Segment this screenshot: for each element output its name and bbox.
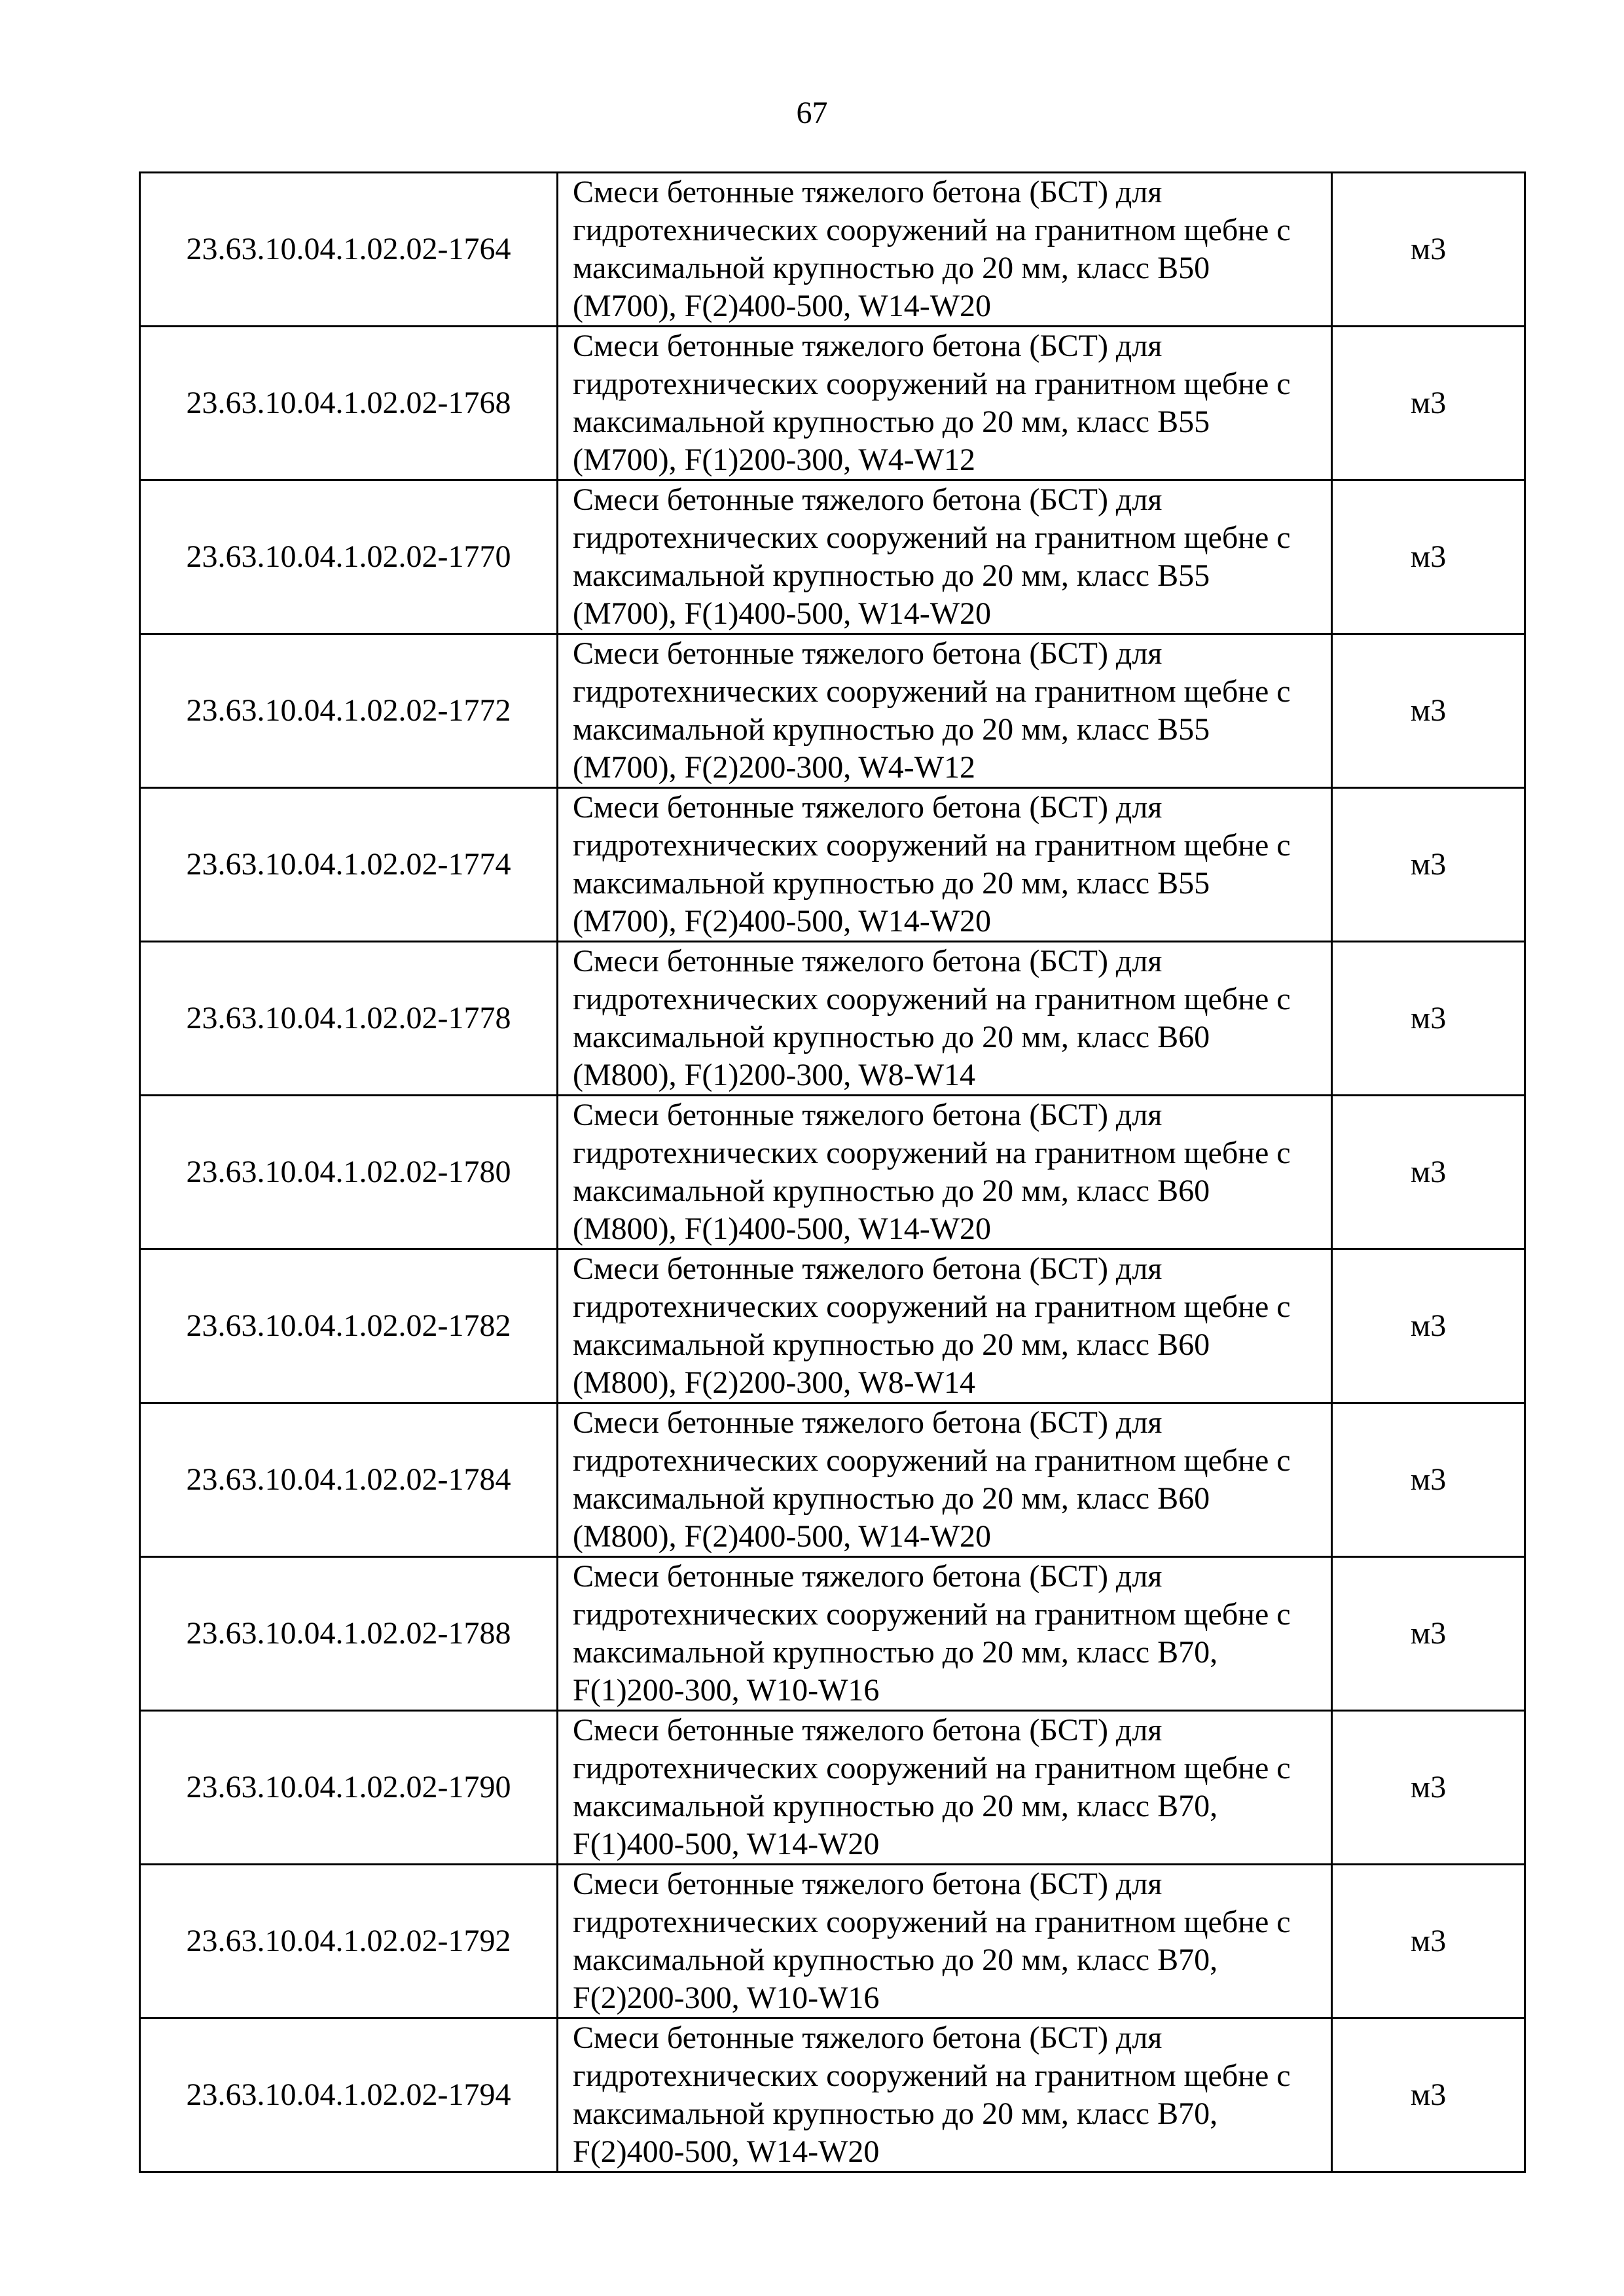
description-line: (М800), F(1)400-500, W14-W20 (573, 1211, 992, 1246)
table-body (140, 173, 1525, 2172)
description-line: Смеси бетонные тяжелого бетона (БСТ) для (573, 2020, 1163, 2055)
description-line: Смеси бетонные тяжелого бетона (БСТ) для (573, 1867, 1163, 1901)
resource-description (558, 634, 1332, 788)
unit-of-measure: м3 (1332, 634, 1525, 788)
resource-code: 23.63.10.04.1.02.02-1768 (140, 327, 558, 480)
description-line: Смеси бетонные тяжелого бетона (БСТ) для (573, 175, 1163, 209)
description-line: максимальной крупностью до 20 мм, класс В55 (573, 558, 1210, 593)
resource-description (558, 1403, 1332, 1557)
description-line: максимальной крупностью до 20 мм, класс В70, (573, 1943, 1218, 1977)
resource-description (558, 1096, 1332, 1249)
resource-description (558, 173, 1332, 327)
description-line: (М800), F(1)200-300, W8-W14 (573, 1058, 976, 1092)
description-line: гидротехнических сооружений на гранитном щебне с (573, 982, 1291, 1016)
unit-of-measure: м3 (1332, 788, 1525, 942)
unit-of-measure: м3 (1332, 1403, 1525, 1557)
description-line: Смеси бетонные тяжелого бетона (БСТ) для (573, 1559, 1163, 1594)
unit-of-measure: м3 (1332, 1865, 1525, 2018)
table-row (140, 1711, 1525, 1865)
unit-of-measure: м3 (1332, 1096, 1525, 1249)
description-line: максимальной крупностью до 20 мм, класс В60 (573, 1481, 1210, 1516)
resource-code: 23.63.10.04.1.02.02-1788 (140, 1557, 558, 1711)
resource-description (558, 1557, 1332, 1711)
page-number: 67 (796, 96, 828, 130)
description-line: максимальной крупностью до 20 мм, класс В55 (573, 866, 1210, 901)
description-line: Смеси бетонные тяжелого бетона (БСТ) для (573, 482, 1163, 517)
description-line: Смеси бетонные тяжелого бетона (БСТ) для (573, 1251, 1163, 1286)
resource-description (558, 327, 1332, 480)
table-row (140, 2018, 1525, 2172)
description-line: гидротехнических сооружений на гранитном щебне с (573, 213, 1291, 247)
unit-of-measure: м3 (1332, 480, 1525, 634)
description-line: (М800), F(2)400-500, W14-W20 (573, 1519, 992, 1554)
description-line: максимальной крупностью до 20 мм, класс В60 (573, 1327, 1210, 1362)
resource-code: 23.63.10.04.1.02.02-1774 (140, 788, 558, 942)
description-line: F(2)400-500, W14-W20 (573, 2134, 880, 2169)
resource-description (558, 2018, 1332, 2172)
table-row (140, 1865, 1525, 2018)
description-line: (М700), F(1)400-500, W14-W20 (573, 596, 992, 631)
resource-code: 23.63.10.04.1.02.02-1794 (140, 2018, 558, 2172)
resource-code: 23.63.10.04.1.02.02-1770 (140, 480, 558, 634)
description-line: Смеси бетонные тяжелого бетона (БСТ) для (573, 1098, 1163, 1132)
description-line: Смеси бетонные тяжелого бетона (БСТ) для (573, 636, 1163, 671)
description-line: Смеси бетонные тяжелого бетона (БСТ) для (573, 329, 1163, 363)
table-row (140, 480, 1525, 634)
table-row (140, 788, 1525, 942)
description-line: максимальной крупностью до 20 мм, класс В50 (573, 251, 1210, 285)
description-line: Смеси бетонные тяжелого бетона (БСТ) для (573, 1713, 1163, 1748)
resource-description (558, 1711, 1332, 1865)
materials-table (139, 171, 1526, 2173)
resource-code: 23.63.10.04.1.02.02-1764 (140, 173, 558, 327)
description-line: (М700), F(2)400-500, W14-W20 (573, 904, 992, 939)
description-line: F(1)400-500, W14-W20 (573, 1827, 880, 1861)
description-line: гидротехнических сооружений на гранитном щебне с (573, 1289, 1291, 1324)
resource-code: 23.63.10.04.1.02.02-1790 (140, 1711, 558, 1865)
resource-description (558, 480, 1332, 634)
table-row (140, 1557, 1525, 1711)
description-line: гидротехнических сооружений на гранитном щебне с (573, 1751, 1291, 1785)
description-line: (М700), F(2)200-300, W4-W12 (573, 750, 976, 785)
resource-code: 23.63.10.04.1.02.02-1780 (140, 1096, 558, 1249)
description-line: максимальной крупностью до 20 мм, класс В70, (573, 1635, 1218, 1670)
resource-code: 23.63.10.04.1.02.02-1782 (140, 1249, 558, 1403)
description-line: максимальной крупностью до 20 мм, класс В55 (573, 404, 1210, 439)
resource-description (558, 942, 1332, 1096)
description-line: (М700), F(2)400-500, W14-W20 (573, 289, 992, 323)
description-line: гидротехнических сооружений на гранитном щебне с (573, 1136, 1291, 1170)
description-line: гидротехнических сооружений на гранитном щебне с (573, 1905, 1291, 1939)
table-row (140, 1096, 1525, 1249)
description-line: гидротехнических сооружений на гранитном щебне с (573, 2058, 1291, 2093)
unit-of-measure: м3 (1332, 2018, 1525, 2172)
description-line: максимальной крупностью до 20 мм, класс В55 (573, 712, 1210, 747)
description-line: гидротехнических сооружений на гранитном щебне с (573, 828, 1291, 863)
table-row (140, 173, 1525, 327)
resource-code: 23.63.10.04.1.02.02-1792 (140, 1865, 558, 2018)
unit-of-measure: м3 (1332, 173, 1525, 327)
table-row (140, 1249, 1525, 1403)
description-line: максимальной крупностью до 20 мм, класс В70, (573, 1789, 1218, 1823)
description-line: (М700), F(1)200-300, W4-W12 (573, 442, 976, 477)
resource-description (558, 788, 1332, 942)
unit-of-measure: м3 (1332, 327, 1525, 480)
unit-of-measure: м3 (1332, 1249, 1525, 1403)
resource-description (558, 1865, 1332, 2018)
description-line: максимальной крупностью до 20 мм, класс В60 (573, 1020, 1210, 1054)
description-line: гидротехнических сооружений на гранитном щебне с (573, 367, 1291, 401)
description-line: гидротехнических сооружений на гранитном щебне с (573, 1443, 1291, 1478)
table-row (140, 1403, 1525, 1557)
resource-code: 23.63.10.04.1.02.02-1772 (140, 634, 558, 788)
description-line: Смеси бетонные тяжелого бетона (БСТ) для (573, 944, 1163, 978)
table-row (140, 942, 1525, 1096)
description-line: максимальной крупностью до 20 мм, класс В70, (573, 2096, 1218, 2131)
resource-code: 23.63.10.04.1.02.02-1784 (140, 1403, 558, 1557)
table-row (140, 327, 1525, 480)
description-line: максимальной крупностью до 20 мм, класс В60 (573, 1174, 1210, 1208)
unit-of-measure: м3 (1332, 942, 1525, 1096)
description-line: F(2)200-300, W10-W16 (573, 1981, 880, 2015)
description-line: гидротехнических сооружений на гранитном щебне с (573, 674, 1291, 709)
description-line: (М800), F(2)200-300, W8-W14 (573, 1365, 976, 1400)
description-line: Смеси бетонные тяжелого бетона (БСТ) для (573, 1405, 1163, 1440)
table-row (140, 634, 1525, 788)
description-line: гидротехнических сооружений на гранитном щебне с (573, 520, 1291, 555)
resource-code: 23.63.10.04.1.02.02-1778 (140, 942, 558, 1096)
unit-of-measure: м3 (1332, 1557, 1525, 1711)
description-line: Смеси бетонные тяжелого бетона (БСТ) для (573, 790, 1163, 825)
description-line: гидротехнических сооружений на гранитном щебне с (573, 1597, 1291, 1632)
description-line: F(1)200-300, W10-W16 (573, 1673, 880, 1708)
resource-description (558, 1249, 1332, 1403)
unit-of-measure: м3 (1332, 1711, 1525, 1865)
